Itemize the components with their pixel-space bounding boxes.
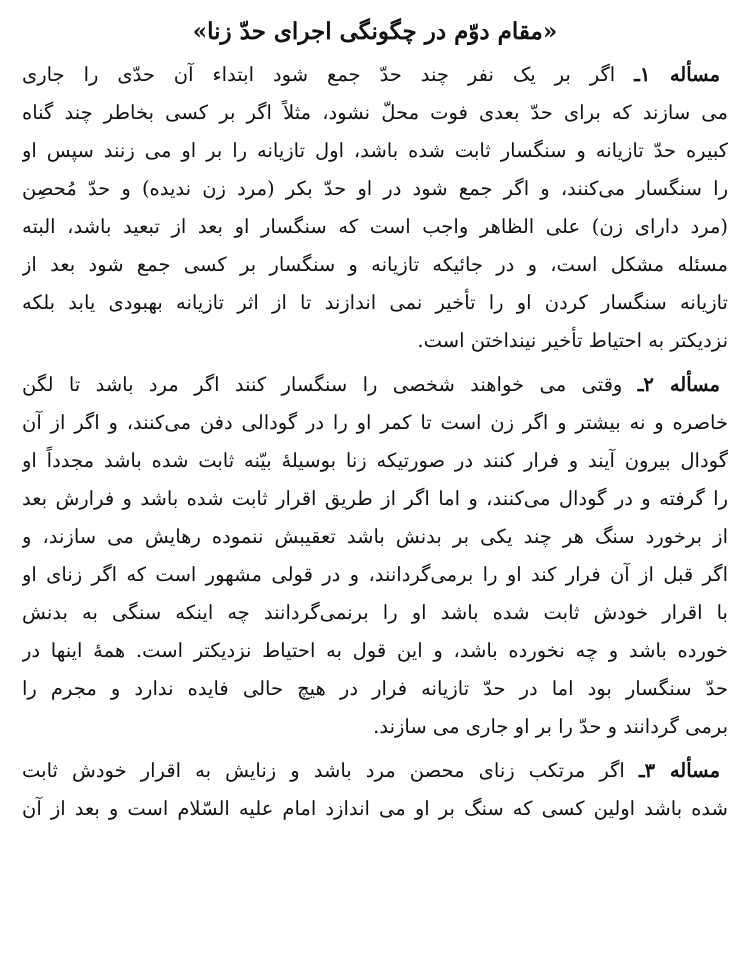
issue-2 xyxy=(22,366,728,746)
issue-line: می سازند که برای حدّ بعدی فوت محلّ نشود، مثلاً اگر بر کسی بخاطر چند گناه xyxy=(22,101,728,124)
issue-line: تازیانه سنگسار کردن او را تأخیر نمی اندازند تا از اثر تازیانه بهبودی یابد بلکه xyxy=(22,291,728,314)
issue-1 xyxy=(22,56,728,360)
issue-line xyxy=(22,56,728,94)
issue-line: را سنگسار می‌کنند، و اگر جمع شود در او حدّ بکر (مرد زن ندیده) و حدّ مُحصِن xyxy=(22,177,728,200)
issue-line: با اقرار خودش ثابت شده باشد او را برنمی‌گردانند چه اینکه سنگی به بدنش xyxy=(22,601,728,624)
issue-line: (مرد دارای زن) علی الظاهر واجب است که سنگسار او بعد از تبعید باشد، البته xyxy=(22,215,728,238)
issue-text: اگر بر یک نفر چند حدّ جمع شود ابتداء آن حدّی را جاری xyxy=(22,63,616,86)
issue-line: شده باشد اولین کسی که سنگ بر او می اندازد امام علیه السّلام است و بعد از آن xyxy=(22,797,728,820)
issue-text: وقتی می خواهند شخصی را سنگسار کنند اگر مرد باشد تا لگن xyxy=(22,373,623,396)
issue-line xyxy=(22,752,728,790)
issue-3 xyxy=(22,752,728,828)
issue-label: مسأله ۲ـ xyxy=(637,373,721,396)
issue-line: گودال بیرون آیند و فرار کنند در صورتیکه زنا بوسیلهٔ بیّنه ثابت شده باشد مجدداً او xyxy=(22,449,728,472)
issue-line: حدّ سنگسار بود اما در حدّ تازیانه فرار در هیچ حالی فایده ندارد و مجرم را xyxy=(22,677,728,700)
issue-line: اگر قبل از آن فرار کند او را برمی‌گردانند، و در قولی مشهور است که اگر زنای او xyxy=(22,563,728,586)
issue-line xyxy=(22,366,728,404)
issue-line: برمی گردانند و حدّ را بر او جاری می سازند. xyxy=(373,715,728,738)
issue-label: مسأله ۱ـ xyxy=(634,63,721,86)
page-title: «مقام دوّم در چگونگی اجرای حدّ زنا» xyxy=(192,18,558,45)
issue-line: نزدیکتر به احتیاط تأخیر نینداختن است. xyxy=(417,329,728,352)
issue-label: مسأله ۳ـ xyxy=(638,759,721,782)
issue-line: مسئله مشکل است، و در جائیکه تازیانه و سنگسار بر کسی جمع شود بعد از xyxy=(22,253,728,276)
issue-line: خورده باشد و چه نخورده باشد، و این قول به احتیاط نزدیکتر است. همهٔ اینها در xyxy=(22,639,728,662)
issue-line: کبیره حدّ تازیانه و سنگسار ثابت شده باشد، اول تازیانه را بر او می زنند سپس او xyxy=(22,139,728,162)
issue-line: از برخورد سنگ هر چند یکی بر بدنش باشد تعقیبش ننموده رهایش می سازند، و xyxy=(22,525,728,548)
issue-line: را گرفته و در گودال می‌کنند، و اما اگر از طریق اقرار ثابت شده باشد و فرارش بعد xyxy=(22,487,728,510)
issue-text: اگر مرتکب زنای محصن مرد باشد و زنایش به اقرار خودش ثابت xyxy=(22,759,625,782)
issue-line: خاصره و نه بیشتر و اگر زن است تا کمر او را در گودالی دفن می‌کنند، و اگر از آن xyxy=(22,411,728,434)
